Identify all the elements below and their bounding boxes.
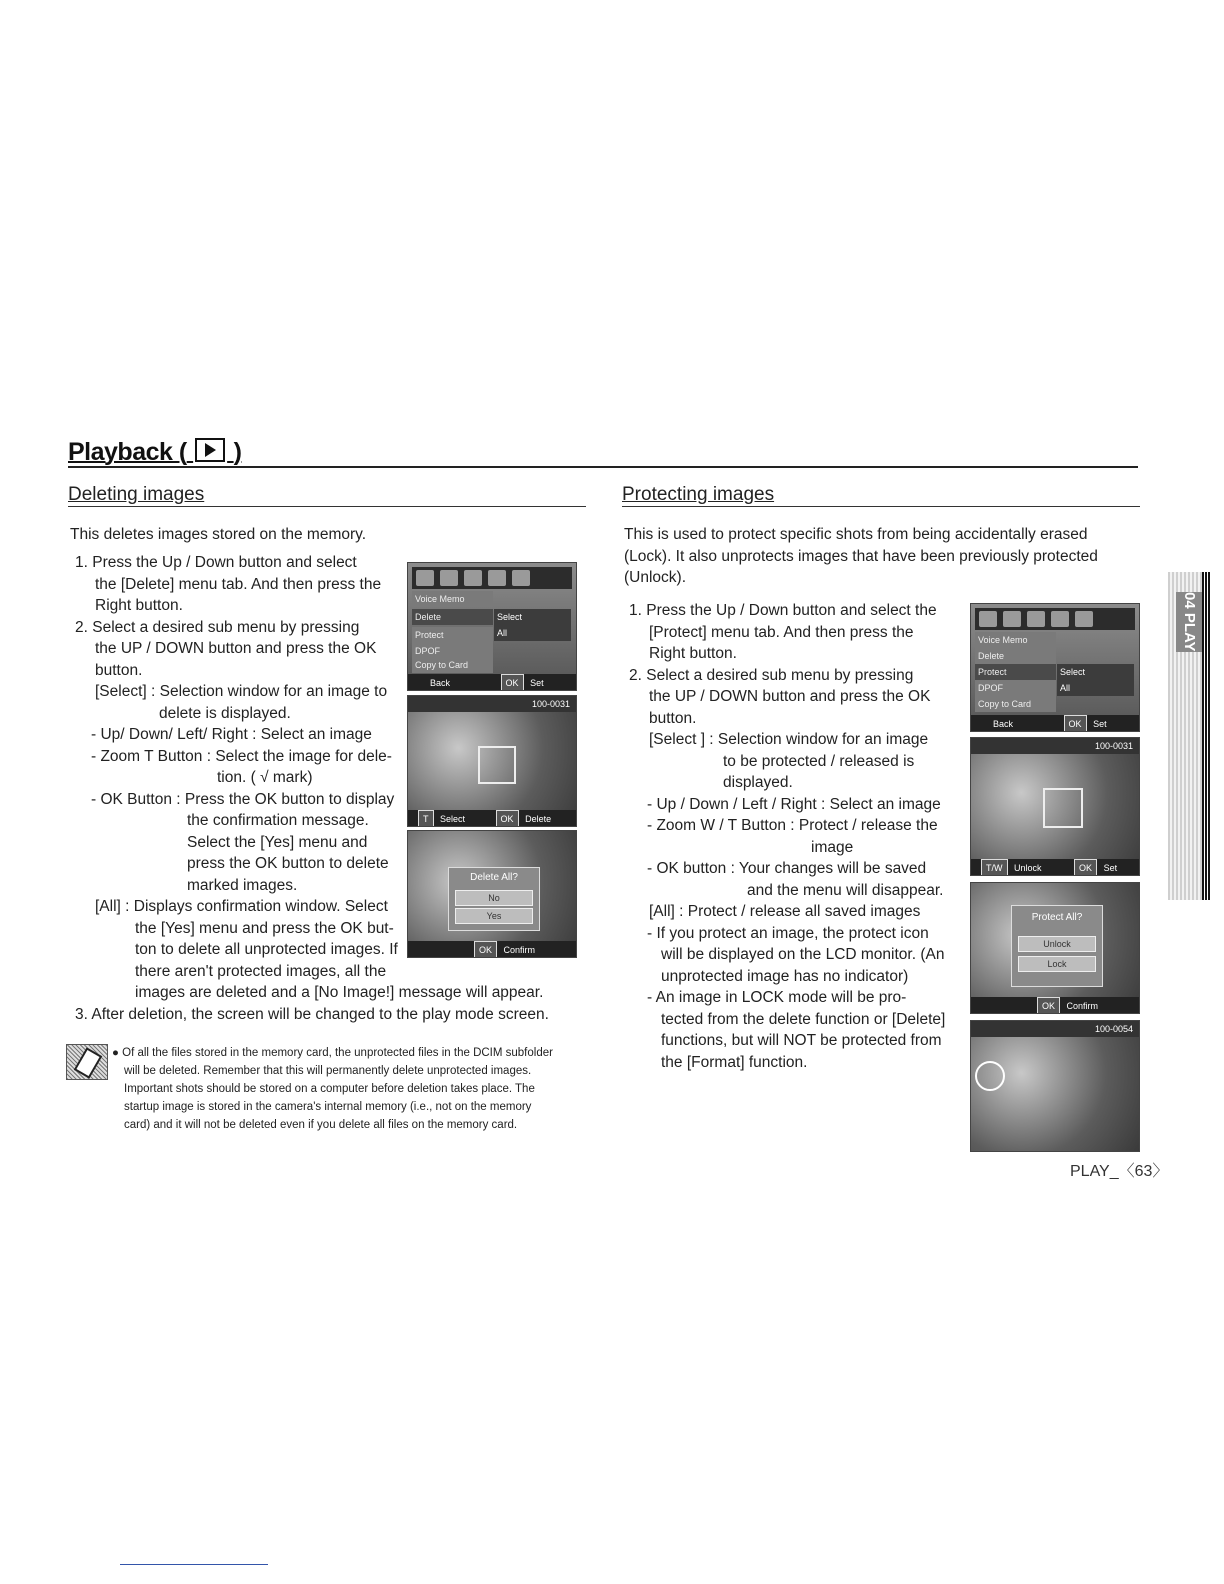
lock-indicator-screen xyxy=(970,1020,1140,1152)
dialog-bottom-bar xyxy=(408,941,576,957)
step-line: tected from the delete function or [Delete] xyxy=(661,1010,946,1028)
dialog-bottom-bar xyxy=(971,997,1139,1013)
ok-badge: OK xyxy=(474,941,497,958)
section-divider-left xyxy=(68,506,586,507)
step-line: unprotected image has no indicator) xyxy=(661,967,909,985)
set-label: Set xyxy=(1093,719,1107,729)
selection-frame xyxy=(1043,788,1083,828)
step-line: 1. Press the Up / Down button and select the xyxy=(629,602,937,619)
step-line: the confirmation message. xyxy=(187,812,369,829)
image-counter: 100-0031 xyxy=(971,738,1139,754)
t-badge: T xyxy=(418,810,434,827)
menu-bottom-bar xyxy=(408,674,576,690)
step-line: images are deleted and a [No Image!] message will appear. xyxy=(135,984,544,1001)
menu-value: All xyxy=(1057,680,1134,696)
select-image-screen-delete xyxy=(407,695,577,827)
step-line: - OK Button : Press the OK button to display xyxy=(91,790,395,808)
tab-icon xyxy=(512,570,530,586)
intro-line: (Lock). It also unprotects images that have been previously protected xyxy=(624,547,1098,565)
step-line: the UP / DOWN button and press the OK xyxy=(649,688,931,705)
step-line: [Protect] menu tab. And then press the xyxy=(649,623,914,641)
right-steps xyxy=(629,600,969,1073)
tw-badge: T/W xyxy=(981,859,1008,876)
step-line: and the menu will disappear. xyxy=(747,881,944,899)
tab-icon xyxy=(979,611,997,627)
confirm-label: Confirm xyxy=(503,945,536,955)
set-label: Set xyxy=(1103,863,1118,873)
step-line: Select the [Yes] menu and xyxy=(187,833,368,851)
select-bottom-bar xyxy=(971,859,1139,875)
side-bars xyxy=(1202,572,1210,900)
step-line: to be protected / released is xyxy=(723,752,915,770)
set-label: Set xyxy=(530,678,544,688)
ok-badge: OK xyxy=(496,810,519,827)
confirm-dialog xyxy=(1011,905,1103,987)
step-line: [All] : Protect / release all saved images xyxy=(649,903,921,920)
step-line: - Zoom W / T Button : Protect / release the xyxy=(647,817,938,834)
step-line: ton to delete all unprotected images. If xyxy=(135,941,398,958)
lock-icon xyxy=(975,1061,1005,1091)
page-title xyxy=(68,438,241,467)
section-heading-deleting: Deleting images xyxy=(68,484,205,505)
dialog-title: Protect All? xyxy=(1031,912,1083,923)
note-line: startup image is stored in the camera's internal memory (i.e., not on the memory xyxy=(124,1101,532,1113)
tab-icon xyxy=(1003,611,1021,627)
note-line: card) and it will not be deleted even if you delete all files on the memory card. xyxy=(124,1119,518,1131)
dialog-option: Unlock xyxy=(1018,936,1096,952)
menu-value: Select xyxy=(1057,664,1134,680)
delete-label: Delete xyxy=(525,814,552,824)
back-label: Back xyxy=(430,678,451,688)
step-line: displayed. xyxy=(723,774,793,791)
select-image-screen-protect xyxy=(970,737,1140,876)
step-line: the [Format] function. xyxy=(661,1053,808,1071)
ok-badge: OK xyxy=(1074,859,1097,876)
select-label: Select xyxy=(440,814,466,824)
step-line: press the OK button to delete xyxy=(187,855,389,872)
menu-row: Copy to Card xyxy=(975,696,1056,712)
menu-row: Voice Memo xyxy=(412,591,493,607)
step-line: Right button. xyxy=(95,597,183,614)
confirm-label: Confirm xyxy=(1066,1001,1099,1011)
menu-row: Protect xyxy=(412,627,493,643)
tab-icon xyxy=(1051,611,1069,627)
ok-badge: OK xyxy=(1064,715,1087,732)
ok-badge: OK xyxy=(501,674,524,691)
step-line: functions, but will NOT be protected from xyxy=(661,1032,942,1049)
camera-menu-screen-protect xyxy=(970,603,1140,732)
dialog-option: No xyxy=(455,890,533,906)
note-line: will be deleted. Remember that this will permanently delete unprotected images. xyxy=(124,1065,532,1077)
step-line: Right button. xyxy=(649,645,737,662)
menu-row: Delete xyxy=(975,648,1056,664)
page-title-text: Playback ( xyxy=(68,438,187,466)
confirm-dialog-screen-protect xyxy=(970,882,1140,1014)
step-line: - Up / Down / Left / Right : Select an image xyxy=(647,795,941,813)
dialog-option: Yes xyxy=(455,908,533,924)
step-line: the [Delete] menu tab. And then press the xyxy=(95,575,382,593)
select-bottom-bar xyxy=(408,810,576,826)
confirm-dialog xyxy=(448,867,540,931)
step-line: will be displayed on the LCD monitor. (An xyxy=(661,946,945,963)
title-divider xyxy=(68,466,1138,468)
menu-row: Protect xyxy=(975,664,1056,680)
step-line: 1. Press the Up / Down button and select xyxy=(75,554,357,571)
step-line: marked images. xyxy=(187,876,298,894)
tab-icon xyxy=(464,570,482,586)
menu-bottom-bar xyxy=(971,715,1139,731)
selection-frame xyxy=(478,746,516,784)
menu-tab-bar xyxy=(412,567,572,589)
unlock-label: Unlock xyxy=(1014,863,1042,873)
dialog-title: Delete All? xyxy=(470,872,518,883)
note-line: Important shots should be stored on a computer before deletion takes place. The xyxy=(124,1083,535,1095)
confirm-dialog-screen-delete xyxy=(407,830,577,958)
menu-row: DPOF xyxy=(412,643,493,659)
tab-icon xyxy=(440,570,458,586)
step-line: 2. Select a desired sub menu by pressing xyxy=(629,666,914,684)
menu-row: Copy to Card xyxy=(412,657,493,673)
step-line: tion. ( √ mark) xyxy=(217,769,313,786)
tab-icon xyxy=(1075,611,1093,627)
step-line: [Select ] : Selection window for an image xyxy=(649,731,929,748)
step-line: the UP / DOWN button and press the OK xyxy=(95,640,377,657)
tab-icon xyxy=(416,570,434,586)
left-intro: This deletes images stored on the memory. xyxy=(70,526,367,543)
step-line: button. xyxy=(649,709,697,727)
intro-line: (Unlock). xyxy=(624,569,687,586)
step-line: [Select] : Selection window for an image to xyxy=(95,683,388,700)
ok-badge: OK xyxy=(1037,997,1060,1014)
back-label: Back xyxy=(993,719,1014,729)
step-line: delete is displayed. xyxy=(159,704,291,722)
menu-row: Delete xyxy=(412,609,493,625)
page-number: PLAY_〈63〉 xyxy=(1070,1163,1169,1180)
chapter-side-tab xyxy=(1168,572,1210,900)
tab-icon xyxy=(1027,611,1045,627)
menu-value: Select xyxy=(494,609,571,625)
step-line: image xyxy=(811,838,854,856)
page-title-close: ) xyxy=(233,438,242,466)
step-line: button. xyxy=(95,661,143,679)
step-line: 3. After deletion, the screen will be changed to the play mode screen. xyxy=(75,1006,549,1023)
note-line: ● Of all the files stored in the memory card, the unprotected files in the DCIM subfolder xyxy=(112,1047,553,1059)
step-line: - Zoom T Button : Select the image for dele- xyxy=(91,747,392,765)
image-counter: 100-0031 xyxy=(408,696,576,712)
chapter-label: 04 PLAY xyxy=(1176,592,1202,652)
section-divider-right xyxy=(622,506,1140,507)
note-icon xyxy=(66,1044,108,1080)
step-line: [All] : Displays confirmation window. Select xyxy=(95,898,388,915)
step-line: - Up/ Down/ Left/ Right : Select an image xyxy=(91,726,372,743)
section-heading-protecting: Protecting images xyxy=(622,484,775,505)
step-line: - If you protect an image, the protect icon xyxy=(647,924,929,942)
playback-icon xyxy=(195,438,225,462)
step-line: 2. Select a desired sub menu by pressing xyxy=(75,618,360,636)
left-steps xyxy=(75,552,415,982)
tab-icon xyxy=(488,570,506,586)
menu-row: Voice Memo xyxy=(975,632,1056,648)
menu-value: All xyxy=(494,625,571,641)
footer-line xyxy=(120,1564,268,1565)
left-note xyxy=(112,1044,612,1134)
step-line: the [Yes] menu and press the OK but- xyxy=(135,919,394,937)
dialog-option: Lock xyxy=(1018,956,1096,972)
menu-row: DPOF xyxy=(975,680,1056,696)
step-line: there aren't protected images, all the xyxy=(135,962,387,980)
right-intro xyxy=(624,524,1144,589)
step-line: - An image in LOCK mode will be pro- xyxy=(647,989,907,1006)
menu-tab-bar xyxy=(975,608,1135,630)
camera-menu-screen-delete xyxy=(407,562,577,691)
intro-line: This is used to protect specific shots from being accidentally erased xyxy=(624,526,1088,543)
step-line: - OK button : Your changes will be saved xyxy=(647,860,927,877)
image-counter: 100-0054 xyxy=(971,1021,1139,1037)
